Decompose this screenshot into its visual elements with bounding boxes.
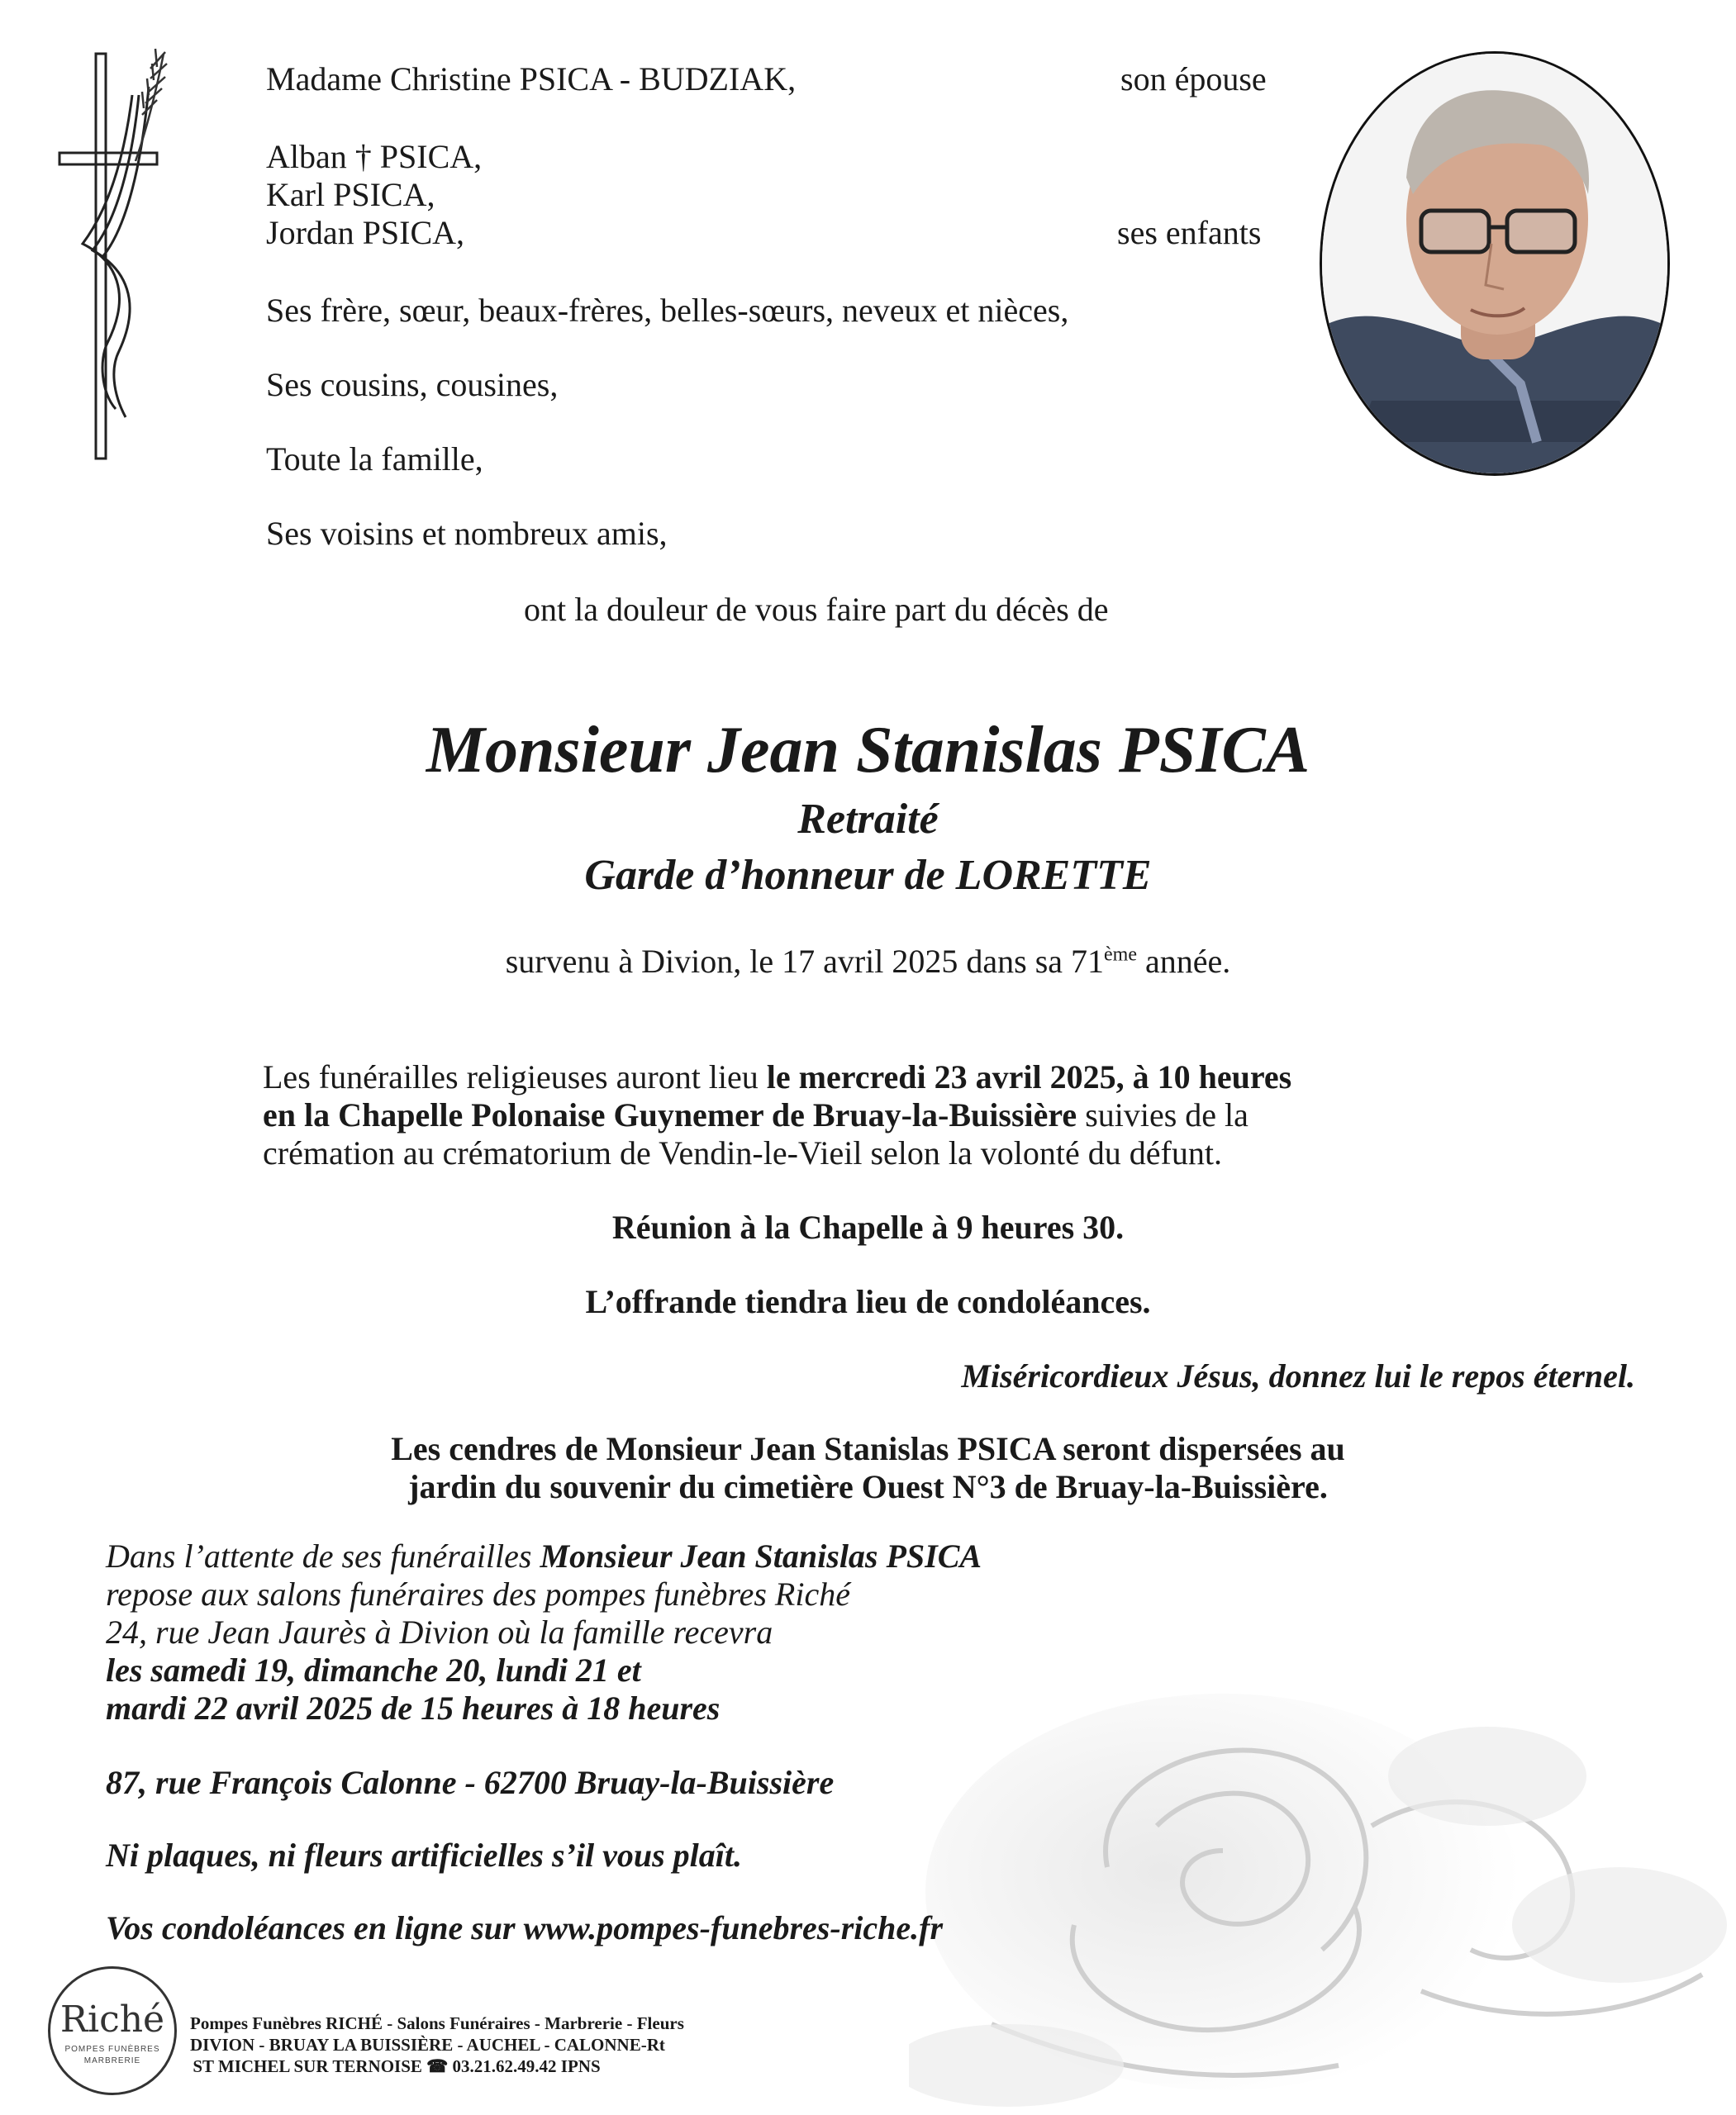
- spouse-name: Madame Christine PSICA - BUDZIAK,: [266, 60, 797, 97]
- deceased-honor: Garde d’honneur de LORETTE: [584, 852, 1152, 899]
- online-condolences: Vos condoléances en ligne sur www.pompes-funebres-riche.fr: [106, 1909, 944, 1946]
- rest-line: 24, rue Jean Jaurès à Divion où la famille recevra: [106, 1614, 773, 1651]
- footer-line: ST MICHEL SUR TERNOISE ☎ 03.21.62.49.42 IPNS: [193, 2056, 601, 2076]
- child-name: Alban † PSICA,: [266, 138, 483, 175]
- visiting-days: mardi 22 avril 2025 de 15 heures à 18 heures: [106, 1690, 721, 1727]
- rest-deceased-name: Monsieur Jean Stanislas PSICA: [540, 1538, 982, 1575]
- prayer: Miséricordieux Jésus, donnez lui le repos éternel.: [961, 1357, 1635, 1395]
- deceased-name: Monsieur Jean Stanislas PSICA: [426, 714, 1310, 787]
- rest-text: Dans l’attente de ses funérailles: [106, 1538, 540, 1575]
- relatives-line: Ses cousins, cousines,: [266, 366, 559, 403]
- relatives-line: Toute la famille,: [266, 440, 483, 478]
- logo-subtitle: MARBRERIE: [83, 2056, 141, 2065]
- offering-note: L’offrande tiendra lieu de condoléances.: [585, 1283, 1151, 1320]
- logo-name: Riché: [59, 1999, 165, 2041]
- spouse-role: son épouse: [1120, 60, 1267, 97]
- death-text-end: année.: [1137, 943, 1231, 980]
- child-name: Karl PSICA,: [266, 176, 435, 213]
- children-role: ses enfants: [1117, 214, 1262, 251]
- funeral-line: [263, 1096, 1248, 1135]
- funeral-date: le mercredi 23 avril 2025, à 10 heures: [766, 1058, 1292, 1096]
- footer-line: Pompes Funèbres RICHÉ - Salons Funéraires - Marbrerie - Fleurs: [190, 2013, 684, 2033]
- death-statement: [0, 942, 1736, 981]
- relatives-line: Ses voisins et nombreux amis,: [266, 515, 668, 552]
- announcement-line: ont la douleur de vous faire part du décès de: [524, 591, 1109, 628]
- funeral-line: crémation au crématorium de Vendin-le-Vieil selon la volonté du défunt.: [263, 1134, 1222, 1172]
- ashes-line: Les cendres de Monsieur Jean Stanislas PSICA seront dispersées au: [391, 1430, 1345, 1467]
- ashes-line: jardin du souvenir du cimetière Ouest N°3 de Bruay-la-Buissière.: [408, 1468, 1328, 1505]
- rose-decoration: [909, 1677, 1735, 2115]
- rest-line: [106, 1537, 982, 1576]
- no-flowers-note: Ni plaques, ni fleurs artificielles s’il vous plaît.: [106, 1837, 743, 1874]
- ordinal-suffix: ème: [1104, 943, 1138, 966]
- family-address: 87, rue François Calonne - 62700 Bruay-la-Buissière: [106, 1764, 835, 1801]
- visiting-days: les samedi 19, dimanche 20, lundi 21 et: [106, 1652, 641, 1689]
- funeral-line: [263, 1058, 1291, 1097]
- child-name: Jordan PSICA,: [266, 214, 465, 251]
- death-text: survenu à Divion, le 17 avril 2025 dans sa 71: [505, 943, 1105, 980]
- deceased-portrait: [1320, 51, 1670, 476]
- funeral-text: Les funérailles religieuses auront lieu: [263, 1058, 767, 1096]
- riche-logo: [48, 1966, 177, 2095]
- cross-wheat-icon: [50, 45, 182, 463]
- portrait-photo: [1322, 54, 1667, 473]
- meeting-time: Réunion à la Chapelle à 9 heures 30.: [611, 1209, 1125, 1246]
- relatives-line: Ses frère, sœur, beaux-frères, belles-sœurs, neveux et nièces,: [266, 292, 1069, 329]
- deceased-occupation: Retraité: [797, 796, 939, 843]
- footer-line: DIVION - BRUAY LA BUISSIÈRE - AUCHEL - CALONNE-Rt: [190, 2035, 665, 2055]
- funeral-place: en la Chapelle Polonaise Guynemer de Bruay-la-Buissière: [263, 1096, 1077, 1134]
- rest-line: repose aux salons funéraires des pompes funèbres Riché: [106, 1576, 850, 1613]
- logo-subtitle: POMPES FUNÈBRES: [64, 2045, 160, 2054]
- funeral-text: suivies de la: [1077, 1096, 1248, 1134]
